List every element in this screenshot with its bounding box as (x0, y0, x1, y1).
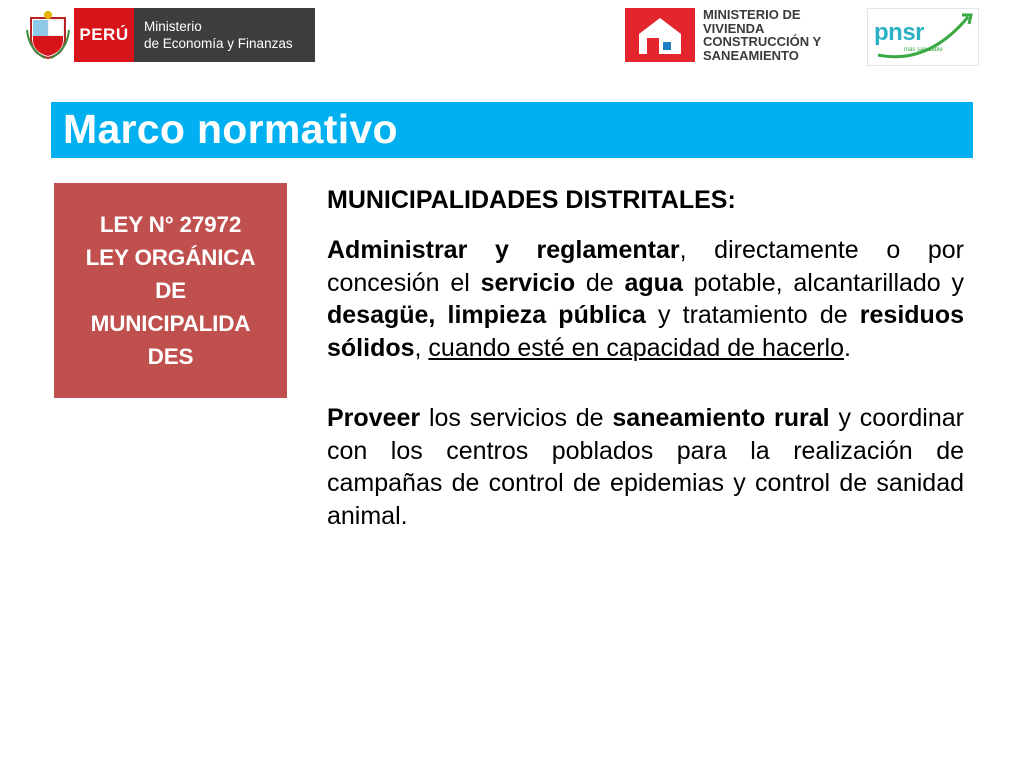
text: , directamente o por concesión el (327, 236, 964, 297)
pnsr-logo (867, 8, 979, 66)
pnsr-tagline: más saludable (904, 47, 943, 53)
paragraph-proveer (327, 402, 964, 532)
mef-logo (22, 8, 315, 62)
text-bold: saneamiento rural (612, 404, 830, 432)
text: . (844, 333, 851, 362)
text-bold: servicio (480, 268, 576, 297)
vivienda-name (703, 8, 821, 62)
vivienda-logo (625, 8, 855, 62)
paragraph-administrar (327, 234, 964, 364)
content-body (327, 180, 964, 532)
text-bold: residuos sólidos (327, 301, 964, 362)
text: y coordinar con los centros poblados para la realización de campañas de control de epidemias y control de sanidad animal. (327, 404, 964, 530)
vivienda-line3: CONSTRUCCIÓN Y (703, 34, 822, 49)
law-box (54, 183, 287, 398)
peru-label: PERÚ (74, 8, 134, 62)
mef-name (134, 8, 315, 62)
section-heading: MUNICIPALIDADES DISTRITALES: (327, 186, 736, 214)
law-line-4: MUNICIPALIDA (90, 311, 251, 336)
text: y tratamiento de (645, 301, 860, 329)
law-line-3: DE (155, 278, 186, 303)
vivienda-line2: VIVIENDA (703, 20, 765, 36)
house-icon (625, 8, 695, 62)
text: potable, alcantarillado y (682, 268, 964, 297)
law-line-5: DES (147, 344, 194, 369)
text-bold: agua (624, 268, 683, 297)
text-bold: Proveer (327, 404, 421, 432)
text-bold: desagüe, limpieza pública (327, 301, 646, 329)
vivienda-line4: SANEAMIENTO (703, 47, 799, 63)
text-underlined: cuando esté en capacidad de hacerlo (428, 333, 845, 362)
vivienda-line1: MINISTERIO DE (703, 7, 801, 22)
text: los servicios de (420, 404, 613, 432)
law-line-1: LEY N° 27972 (99, 212, 242, 237)
pnsr-word: pnsr (874, 19, 925, 46)
title-bar (51, 102, 973, 158)
text: , (414, 333, 429, 362)
mef-line1: Ministerio (144, 19, 202, 34)
text: de (575, 268, 625, 297)
peru-coat-of-arms-icon (22, 8, 74, 62)
text-bold: Administrar y reglamentar (327, 236, 680, 264)
page-title: Marco normativo (63, 106, 398, 152)
mef-line2: de Economía y Finanzas (144, 36, 293, 51)
law-line-2: LEY ORGÁNICA (85, 245, 256, 270)
